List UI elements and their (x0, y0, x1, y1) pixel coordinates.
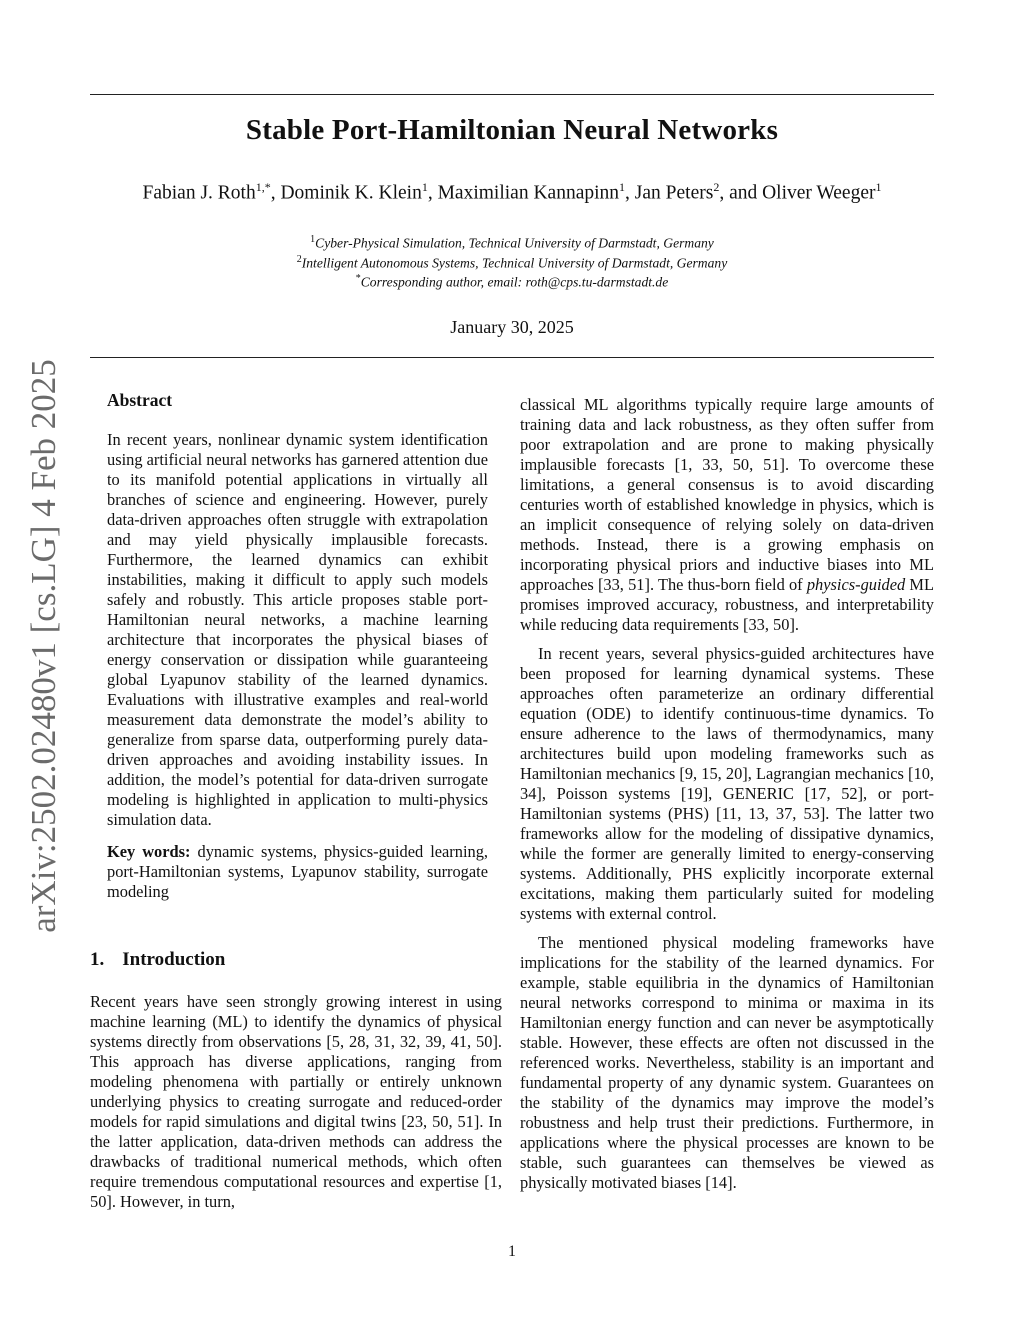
author-name: Jan Peters (634, 182, 714, 204)
intro-paragraph: Recent years have seen strongly growing interest in using machine learning (ML) to identify the dynamics of physical systems directly from observations [5, 28, 31, 32, 39, 41, 50]. This approach has diverse applications, ranging from modeling phenomena with partially or entirely unknown underlying physics to creating surrogate and reduced-order models for rapid simulations and digital twins [23, 50, 51]. In the latter application, data-driven methods can address the drawbacks of traditional numerical methods, which often require tremendous computational resources and expertise [1, 50]. However, in turn, (90, 992, 502, 1211)
section-title: Introduction (122, 949, 226, 970)
affiliation-mark: 1 (310, 234, 316, 245)
header-bottom-rule (90, 357, 934, 358)
top-rule (90, 94, 934, 95)
publication-date: January 30, 2025 (450, 317, 574, 337)
abstract-text: In recent years, nonlinear dynamic system identification using artificial neural networks has garnered attention due to its manifold potential applications in virtually all branches of science and engineering. However, purely data-driven approaches often struggle with extrapolation and may yield physically implausible forecasts. Furthermore, the learned dynamics can exhibit instabilities, making it difficult to apply such models safely and robustly. This article proposes stable port-Hamiltonian neural networks, a machine learning architecture that incorporates the physical biases of energy conservation or dissipation while guaranteeing global Lyapunov stability of the learned dynamics. Evaluations with illustrative examples and real-world measurement data demonstrate the model’s ability to generalize from sparse data, outperforming purely data-driven approaches and avoiding instability issues. In addition, the model’s potential for data-driven surrogate modeling is highlighted in application to multi-physics simulation data. (107, 430, 488, 829)
author-connector: and (729, 182, 758, 204)
author-name: Maximilian Kannapinn (437, 182, 620, 204)
affiliation-line (90, 252, 934, 272)
affiliation-text: Intelligent Autonomous Systems, Technical University of Darmstadt, Germany (301, 255, 728, 271)
author-affil-mark: 1 (421, 180, 428, 194)
affiliations (90, 232, 934, 291)
abstract-heading: Abstract (107, 390, 173, 410)
affiliation-line (90, 271, 934, 291)
author-name: Fabian J. Roth (142, 182, 256, 204)
author-list: Fabian J. Roth$^{1,*}$, Dominik K. Klein$^1$, Maximilian Kannapinn$^1$, Jan Peters$^2$, and Oliver Weeger$^1$ (142, 180, 882, 204)
affiliation-text: Corresponding author, email: roth@cps.tu-darmstadt.de (360, 274, 669, 290)
keywords-text: dynamic systems, physics-guided learning, port-Hamiltonian systems, Lyapunov stability, surrogate modeling (107, 842, 488, 901)
section-heading (90, 950, 502, 970)
author-affil-mark: 1,* (255, 180, 271, 194)
right-column (520, 395, 934, 1193)
section-number: 1. (90, 949, 105, 970)
emphasized-term: physics-guided (806, 575, 906, 594)
affiliation-mark: 2 (296, 253, 302, 265)
paragraph-text: ML promises improved accuracy, robustness, and interpretability while reducing data requirements [33, 50]. (520, 575, 934, 634)
author-name: Dominik K. Klein (280, 182, 422, 204)
body-paragraph: In recent years, several physics-guided architectures have been proposed for learning dynamical systems. These approaches often parameterize an ordinary differential equation (ODE) to identify continuous-time dynamics. To ensure adherence to the laws of thermodynamics, many architectures build upon modeling frameworks such as Hamiltonian mechanics [9, 15, 20], Lagrangian mechanics [10, 34], Poisson systems [19], GENERIC [17, 52], or port-Hamiltonian systems (PHS) [11, 13, 37, 53]. The latter two frameworks allow for the modeling of dissipative dynamics, while the former are generally limited to energy-conserving systems. Additionally, PHS explicitly incorporate external excitations, making them particularly suited for modeling systems with external control. (520, 644, 934, 923)
author-affil-mark: 1 (875, 180, 882, 194)
introduction-section (90, 950, 502, 1212)
body-paragraph (520, 395, 934, 635)
affiliation-line (90, 232, 934, 252)
paragraph-text: classical ML algorithms typically require large amounts of training data and lack robustness, as they often suffer from poor extrapolation and are prone to making physically implausible forecasts [1, 33, 50, 51]. To overcome these limitations, a general consensus is to avoid discarding centuries worth of established knowledge in physics, which is an implicit consequence of relying solely on data-driven methods. Instead, there is a growing emphasis on incorporating physical priors and inductive biases into ML approaches [33, 51]. The thus-born field of (520, 395, 934, 594)
author-name: Oliver Weeger (762, 182, 876, 204)
keywords-line (107, 842, 488, 902)
arxiv-identifier-stamp: arXiv:2502.02480v1 [cs.LG] 4 Feb 2025 (24, 359, 63, 933)
abstract-block (107, 390, 488, 902)
author-affil-mark: 2 (713, 180, 720, 194)
affiliation-text: Cyber-Physical Simulation, Technical University of Darmstadt, Germany (315, 235, 714, 251)
affiliation-mark: * (355, 273, 361, 285)
keywords-label: Key words: (107, 842, 191, 861)
body-paragraph: The mentioned physical modeling frameworks have implications for the stability of the learned dynamics. For example, stable equilibria in the dynamics of Hamiltonian neural networks correspond to minima or maxima in its Hamiltonian energy function and can never be asymptotically stable. However, these effects are often not discussed in the referenced works. Nevertheless, stability is an important and fundamental property of any dynamic system. Guarantees on the stability of the dynamics may improve the model’s robustness and help trust their predictions. Furthermore, in applications where the physical processes are known to be stable, such guarantees can themselves be viewed as physically motivated biases [14]. (520, 933, 934, 1192)
author-affil-mark: 1 (619, 180, 626, 194)
paper-title: Stable Port-Hamiltonian Neural Networks (245, 114, 779, 146)
page-number: 1 (508, 1243, 516, 1260)
